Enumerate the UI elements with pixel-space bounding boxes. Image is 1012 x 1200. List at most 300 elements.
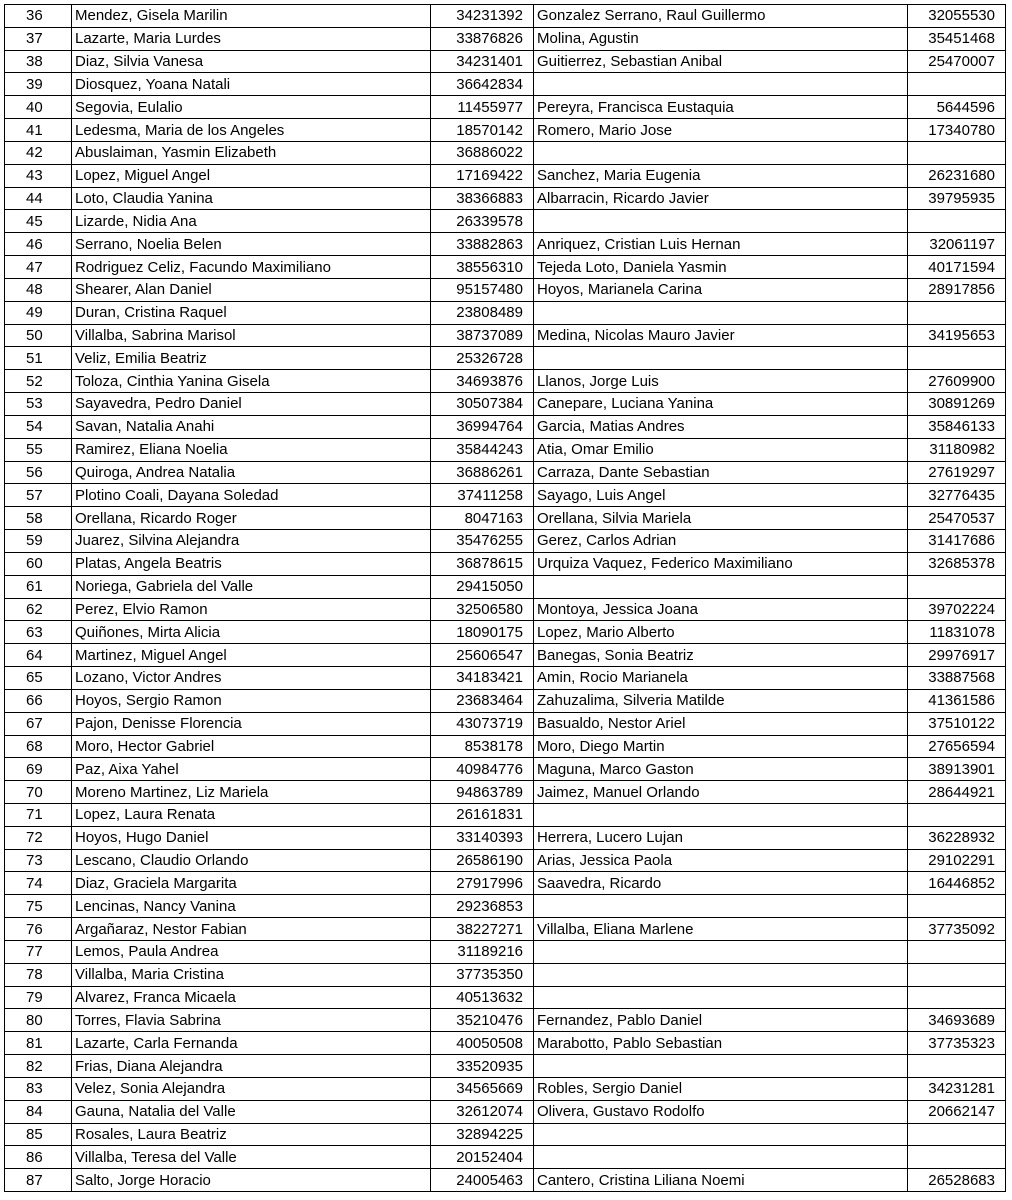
person-name-cell[interactable]: Plotino Coali, Dayana Soledad: [72, 484, 431, 507]
row-number-cell[interactable]: 86: [5, 1146, 72, 1169]
partner-name-cell[interactable]: Sanchez, Maria Eugenia: [534, 164, 908, 187]
person-name-cell[interactable]: Lizarde, Nidia Ana: [72, 210, 431, 233]
table-row: [5, 895, 1006, 918]
partner-dni-cell[interactable]: [908, 1055, 1006, 1078]
person-name-cell[interactable]: Frias, Diana Alejandra: [72, 1055, 431, 1078]
partner-name-cell[interactable]: [534, 575, 908, 598]
partner-name-cell[interactable]: Anriquez, Cristian Luis Hernan: [534, 233, 908, 256]
partner-dni-cell[interactable]: 27619297: [908, 461, 1006, 484]
person-dni-cell[interactable]: 27917996: [431, 872, 534, 895]
person-name-cell[interactable]: Orellana, Ricardo Roger: [72, 507, 431, 530]
partner-dni-cell[interactable]: 27656594: [908, 735, 1006, 758]
person-name-cell[interactable]: Lescano, Claudio Orlando: [72, 849, 431, 872]
partner-name-cell[interactable]: Guitierrez, Sebastian Anibal: [534, 50, 908, 73]
partner-name-cell[interactable]: Zahuzalima, Silveria Matilde: [534, 689, 908, 712]
person-dni-cell[interactable]: 18090175: [431, 621, 534, 644]
row-number-cell[interactable]: 68: [5, 735, 72, 758]
person-dni-cell[interactable]: 26586190: [431, 849, 534, 872]
person-dni-cell[interactable]: 30507384: [431, 393, 534, 416]
partner-name-cell[interactable]: Arias, Jessica Paola: [534, 849, 908, 872]
row-number-cell[interactable]: 42: [5, 141, 72, 164]
partner-name-cell[interactable]: Pereyra, Francisca Eustaquia: [534, 96, 908, 119]
partner-name-cell[interactable]: Gerez, Carlos Adrian: [534, 530, 908, 553]
partner-name-cell[interactable]: [534, 141, 908, 164]
partner-name-cell[interactable]: Carraza, Dante Sebastian: [534, 461, 908, 484]
person-name-cell[interactable]: Ramirez, Eliana Noelia: [72, 438, 431, 461]
person-name-cell[interactable]: Diaz, Graciela Margarita: [72, 872, 431, 895]
person-name-cell[interactable]: Lopez, Laura Renata: [72, 803, 431, 826]
partner-name-cell[interactable]: Romero, Mario Jose: [534, 119, 908, 142]
person-dni-cell[interactable]: 40984776: [431, 758, 534, 781]
person-dni-cell[interactable]: 38737089: [431, 324, 534, 347]
table-row: [5, 484, 1006, 507]
row-number-cell[interactable]: 73: [5, 849, 72, 872]
partner-name-cell[interactable]: [534, 210, 908, 233]
person-name-cell[interactable]: Platas, Angela Beatris: [72, 552, 431, 575]
person-dni-cell[interactable]: 25606547: [431, 644, 534, 667]
row-number-cell[interactable]: 55: [5, 438, 72, 461]
partner-name-cell[interactable]: [534, 1055, 908, 1078]
partner-name-cell[interactable]: [534, 301, 908, 324]
person-name-cell[interactable]: Villalba, Teresa del Valle: [72, 1146, 431, 1169]
person-name-cell[interactable]: Alvarez, Franca Micaela: [72, 986, 431, 1009]
table-row: [5, 963, 1006, 986]
partner-dni-cell[interactable]: 38913901: [908, 758, 1006, 781]
row-number-cell[interactable]: 40: [5, 96, 72, 119]
partner-dni-cell[interactable]: [908, 963, 1006, 986]
person-name-cell[interactable]: Velez, Sonia Alejandra: [72, 1077, 431, 1100]
person-dni-cell[interactable]: 8047163: [431, 507, 534, 530]
row-number-cell[interactable]: 59: [5, 530, 72, 553]
person-dni-cell[interactable]: 37411258: [431, 484, 534, 507]
person-dni-cell[interactable]: 33882863: [431, 233, 534, 256]
partner-dni-cell[interactable]: 33887568: [908, 667, 1006, 690]
partner-name-cell[interactable]: Garcia, Matias Andres: [534, 415, 908, 438]
row-number-cell[interactable]: 81: [5, 1032, 72, 1055]
person-name-cell[interactable]: Loto, Claudia Yanina: [72, 187, 431, 210]
person-name-cell[interactable]: Rodriguez Celiz, Facundo Maximiliano: [72, 256, 431, 279]
person-dni-cell[interactable]: 23808489: [431, 301, 534, 324]
partner-dni-cell[interactable]: 34195653: [908, 324, 1006, 347]
person-dni-cell[interactable]: 37735350: [431, 963, 534, 986]
table-row: [5, 986, 1006, 1009]
row-number-cell[interactable]: 38: [5, 50, 72, 73]
person-dni-cell[interactable]: 26161831: [431, 803, 534, 826]
partner-dni-cell[interactable]: 32776435: [908, 484, 1006, 507]
person-name-cell[interactable]: Villalba, Maria Cristina: [72, 963, 431, 986]
person-name-cell[interactable]: Duran, Cristina Raquel: [72, 301, 431, 324]
person-name-cell[interactable]: Villalba, Sabrina Marisol: [72, 324, 431, 347]
row-number-cell[interactable]: 78: [5, 963, 72, 986]
partner-dni-cell[interactable]: [908, 210, 1006, 233]
table-row: [5, 735, 1006, 758]
row-number-cell[interactable]: 71: [5, 803, 72, 826]
partner-dni-cell[interactable]: 16446852: [908, 872, 1006, 895]
person-dni-cell[interactable]: 35844243: [431, 438, 534, 461]
partner-name-cell[interactable]: Molina, Agustin: [534, 27, 908, 50]
partner-name-cell[interactable]: Gonzalez Serrano, Raul Guillermo: [534, 5, 908, 28]
table-row: [5, 96, 1006, 119]
person-name-cell[interactable]: Lozano, Victor Andres: [72, 667, 431, 690]
table-row: [5, 552, 1006, 575]
person-name-cell[interactable]: Savan, Natalia Anahi: [72, 415, 431, 438]
person-dni-cell[interactable]: 36642834: [431, 73, 534, 96]
row-number-cell[interactable]: 50: [5, 324, 72, 347]
partner-name-cell[interactable]: Lopez, Mario Alberto: [534, 621, 908, 644]
row-number-cell[interactable]: 84: [5, 1100, 72, 1123]
person-dni-cell[interactable]: 23683464: [431, 689, 534, 712]
partner-dni-cell[interactable]: 34693689: [908, 1009, 1006, 1032]
person-name-cell[interactable]: Sayavedra, Pedro Daniel: [72, 393, 431, 416]
row-number-cell[interactable]: 41: [5, 119, 72, 142]
person-name-cell[interactable]: Segovia, Eulalio: [72, 96, 431, 119]
person-name-cell[interactable]: Torres, Flavia Sabrina: [72, 1009, 431, 1032]
table-row: [5, 530, 1006, 553]
partner-name-cell[interactable]: [534, 940, 908, 963]
person-name-cell[interactable]: Rosales, Laura Beatriz: [72, 1123, 431, 1146]
person-dni-cell[interactable]: 36886022: [431, 141, 534, 164]
table-row: [5, 872, 1006, 895]
table-row: [5, 621, 1006, 644]
row-number-cell[interactable]: 51: [5, 347, 72, 370]
partner-dni-cell[interactable]: 29102291: [908, 849, 1006, 872]
partner-dni-cell[interactable]: 36228932: [908, 826, 1006, 849]
table-row: [5, 73, 1006, 96]
person-dni-cell[interactable]: 38227271: [431, 918, 534, 941]
person-dni-cell[interactable]: 31189216: [431, 940, 534, 963]
table-row: [5, 918, 1006, 941]
row-number-cell[interactable]: 60: [5, 552, 72, 575]
partner-name-cell[interactable]: [534, 1123, 908, 1146]
partner-name-cell[interactable]: Olivera, Gustavo Rodolfo: [534, 1100, 908, 1123]
person-dni-cell[interactable]: 43073719: [431, 712, 534, 735]
person-name-cell[interactable]: Veliz, Emilia Beatriz: [72, 347, 431, 370]
partner-dni-cell[interactable]: 40171594: [908, 256, 1006, 279]
partner-name-cell[interactable]: Basualdo, Nestor Ariel: [534, 712, 908, 735]
partner-dni-cell[interactable]: [908, 986, 1006, 1009]
table-row: [5, 301, 1006, 324]
partner-dni-cell[interactable]: 34231281: [908, 1077, 1006, 1100]
person-dni-cell[interactable]: 29415050: [431, 575, 534, 598]
table-row: [5, 370, 1006, 393]
partner-dni-cell[interactable]: 27609900: [908, 370, 1006, 393]
row-number-cell[interactable]: 48: [5, 278, 72, 301]
person-dni-cell[interactable]: 33520935: [431, 1055, 534, 1078]
partner-dni-cell[interactable]: 26528683: [908, 1169, 1006, 1192]
person-dni-cell[interactable]: 95157480: [431, 278, 534, 301]
partner-dni-cell[interactable]: 32685378: [908, 552, 1006, 575]
person-name-cell[interactable]: Quiroga, Andrea Natalia: [72, 461, 431, 484]
person-dni-cell[interactable]: 20152404: [431, 1146, 534, 1169]
row-number-cell[interactable]: 76: [5, 918, 72, 941]
person-dni-cell[interactable]: 40050508: [431, 1032, 534, 1055]
table-row: [5, 803, 1006, 826]
partner-name-cell[interactable]: Villalba, Eliana Marlene: [534, 918, 908, 941]
person-dni-cell[interactable]: 38556310: [431, 256, 534, 279]
person-name-cell[interactable]: Martinez, Miguel Angel: [72, 644, 431, 667]
partner-dni-cell[interactable]: [908, 301, 1006, 324]
partner-dni-cell[interactable]: 17340780: [908, 119, 1006, 142]
row-number-cell[interactable]: 61: [5, 575, 72, 598]
person-name-cell[interactable]: Lemos, Paula Andrea: [72, 940, 431, 963]
row-number-cell[interactable]: 45: [5, 210, 72, 233]
partner-name-cell[interactable]: Medina, Nicolas Mauro Javier: [534, 324, 908, 347]
row-number-cell[interactable]: 75: [5, 895, 72, 918]
row-number-cell[interactable]: 64: [5, 644, 72, 667]
row-number-cell[interactable]: 56: [5, 461, 72, 484]
partner-name-cell[interactable]: Llanos, Jorge Luis: [534, 370, 908, 393]
row-number-cell[interactable]: 72: [5, 826, 72, 849]
partner-name-cell[interactable]: Robles, Sergio Daniel: [534, 1077, 908, 1100]
row-number-cell[interactable]: 52: [5, 370, 72, 393]
partner-dni-cell[interactable]: 31417686: [908, 530, 1006, 553]
person-dni-cell[interactable]: 36886261: [431, 461, 534, 484]
partner-name-cell[interactable]: Amin, Rocio Marianela: [534, 667, 908, 690]
partner-name-cell[interactable]: Moro, Diego Martin: [534, 735, 908, 758]
table-row: [5, 667, 1006, 690]
table-row: [5, 598, 1006, 621]
partner-name-cell[interactable]: [534, 347, 908, 370]
row-number-cell[interactable]: 74: [5, 872, 72, 895]
person-dni-cell[interactable]: 17169422: [431, 164, 534, 187]
person-dni-cell[interactable]: 29236853: [431, 895, 534, 918]
partner-dni-cell[interactable]: 37510122: [908, 712, 1006, 735]
partner-dni-cell[interactable]: 35846133: [908, 415, 1006, 438]
person-dni-cell[interactable]: 33140393: [431, 826, 534, 849]
partner-name-cell[interactable]: Saavedra, Ricardo: [534, 872, 908, 895]
person-name-cell[interactable]: Noriega, Gabriela del Valle: [72, 575, 431, 598]
partner-name-cell[interactable]: Canepare, Luciana Yanina: [534, 393, 908, 416]
person-name-cell[interactable]: Argañaraz, Nestor Fabian: [72, 918, 431, 941]
person-dni-cell[interactable]: 32612074: [431, 1100, 534, 1123]
person-dni-cell[interactable]: 35476255: [431, 530, 534, 553]
person-name-cell[interactable]: Ledesma, Maria de los Angeles: [72, 119, 431, 142]
partner-dni-cell[interactable]: 39702224: [908, 598, 1006, 621]
partner-name-cell[interactable]: Orellana, Silvia Mariela: [534, 507, 908, 530]
row-number-cell[interactable]: 44: [5, 187, 72, 210]
partner-name-cell[interactable]: Urquiza Vaquez, Federico Maximiliano: [534, 552, 908, 575]
person-name-cell[interactable]: Gauna, Natalia del Valle: [72, 1100, 431, 1123]
partner-dni-cell[interactable]: 31180982: [908, 438, 1006, 461]
partner-name-cell[interactable]: Maguna, Marco Gaston: [534, 758, 908, 781]
row-number-cell[interactable]: 87: [5, 1169, 72, 1192]
person-name-cell[interactable]: Abuslaiman, Yasmin Elizabeth: [72, 141, 431, 164]
person-dni-cell[interactable]: 32894225: [431, 1123, 534, 1146]
table-row: [5, 1077, 1006, 1100]
row-number-cell[interactable]: 69: [5, 758, 72, 781]
partner-dni-cell[interactable]: [908, 575, 1006, 598]
person-name-cell[interactable]: Hoyos, Hugo Daniel: [72, 826, 431, 849]
partner-name-cell[interactable]: [534, 963, 908, 986]
table-row: [5, 1032, 1006, 1055]
table-row: [5, 1100, 1006, 1123]
partner-dni-cell[interactable]: 32061197: [908, 233, 1006, 256]
table-row: [5, 1169, 1006, 1192]
partner-dni-cell[interactable]: 25470537: [908, 507, 1006, 530]
row-number-cell[interactable]: 80: [5, 1009, 72, 1032]
row-number-cell[interactable]: 58: [5, 507, 72, 530]
partner-dni-cell[interactable]: [908, 1146, 1006, 1169]
person-dni-cell[interactable]: 26339578: [431, 210, 534, 233]
row-number-cell[interactable]: 49: [5, 301, 72, 324]
partner-name-cell[interactable]: [534, 73, 908, 96]
table-row: [5, 1146, 1006, 1169]
person-dni-cell[interactable]: 34231392: [431, 5, 534, 28]
row-number-cell[interactable]: 79: [5, 986, 72, 1009]
table-row: [5, 210, 1006, 233]
row-number-cell[interactable]: 54: [5, 415, 72, 438]
row-number-cell[interactable]: 47: [5, 256, 72, 279]
row-number-cell[interactable]: 46: [5, 233, 72, 256]
table-row: [5, 689, 1006, 712]
partner-dni-cell[interactable]: 32055530: [908, 5, 1006, 28]
person-name-cell[interactable]: Lencinas, Nancy Vanina: [72, 895, 431, 918]
partner-name-cell[interactable]: [534, 895, 908, 918]
table-row: [5, 347, 1006, 370]
partner-name-cell[interactable]: Montoya, Jessica Joana: [534, 598, 908, 621]
partner-dni-cell[interactable]: [908, 73, 1006, 96]
partner-name-cell[interactable]: Banegas, Sonia Beatriz: [534, 644, 908, 667]
partner-dni-cell[interactable]: 39795935: [908, 187, 1006, 210]
person-name-cell[interactable]: Lopez, Miguel Angel: [72, 164, 431, 187]
person-dni-cell[interactable]: 25326728: [431, 347, 534, 370]
row-number-cell[interactable]: 85: [5, 1123, 72, 1146]
table-row: [5, 1123, 1006, 1146]
person-dni-cell[interactable]: 36878615: [431, 552, 534, 575]
person-name-cell[interactable]: Perez, Elvio Ramon: [72, 598, 431, 621]
row-number-cell[interactable]: 53: [5, 393, 72, 416]
person-name-cell[interactable]: Paz, Aixa Yahel: [72, 758, 431, 781]
table-row: [5, 27, 1006, 50]
person-dni-cell[interactable]: 35210476: [431, 1009, 534, 1032]
person-name-cell[interactable]: Pajon, Denisse Florencia: [72, 712, 431, 735]
partner-dni-cell[interactable]: 35451468: [908, 27, 1006, 50]
partner-dni-cell[interactable]: 28644921: [908, 781, 1006, 804]
person-dni-cell[interactable]: 11455977: [431, 96, 534, 119]
partner-dni-cell[interactable]: [908, 141, 1006, 164]
table-row: [5, 712, 1006, 735]
table-row: [5, 324, 1006, 347]
person-name-cell[interactable]: Shearer, Alan Daniel: [72, 278, 431, 301]
row-number-cell[interactable]: 66: [5, 689, 72, 712]
person-dni-cell[interactable]: 24005463: [431, 1169, 534, 1192]
partner-name-cell[interactable]: [534, 986, 908, 1009]
row-number-cell[interactable]: 83: [5, 1077, 72, 1100]
partner-name-cell[interactable]: [534, 1146, 908, 1169]
row-number-cell[interactable]: 62: [5, 598, 72, 621]
person-name-cell[interactable]: Diosquez, Yoana Natali: [72, 73, 431, 96]
person-dni-cell[interactable]: 33876826: [431, 27, 534, 50]
row-number-cell[interactable]: 39: [5, 73, 72, 96]
person-dni-cell[interactable]: 18570142: [431, 119, 534, 142]
person-dni-cell[interactable]: 38366883: [431, 187, 534, 210]
partner-name-cell[interactable]: Herrera, Lucero Lujan: [534, 826, 908, 849]
row-number-cell[interactable]: 65: [5, 667, 72, 690]
table-row: [5, 164, 1006, 187]
row-number-cell[interactable]: 57: [5, 484, 72, 507]
person-name-cell[interactable]: Hoyos, Sergio Ramon: [72, 689, 431, 712]
partner-dni-cell[interactable]: 28917856: [908, 278, 1006, 301]
partner-dni-cell[interactable]: [908, 1123, 1006, 1146]
partner-dni-cell[interactable]: 20662147: [908, 1100, 1006, 1123]
person-name-cell[interactable]: Lazarte, Carla Fernanda: [72, 1032, 431, 1055]
table-row: [5, 940, 1006, 963]
partner-name-cell[interactable]: Hoyos, Marianela Carina: [534, 278, 908, 301]
partner-dni-cell[interactable]: 30891269: [908, 393, 1006, 416]
table-row: [5, 1009, 1006, 1032]
partner-dni-cell[interactable]: [908, 895, 1006, 918]
partner-dni-cell[interactable]: 37735323: [908, 1032, 1006, 1055]
person-dni-cell[interactable]: 34231401: [431, 50, 534, 73]
person-name-cell[interactable]: Mendez, Gisela Marilin: [72, 5, 431, 28]
partner-name-cell[interactable]: Albarracin, Ricardo Javier: [534, 187, 908, 210]
table-row: [5, 461, 1006, 484]
person-dni-cell[interactable]: 8538178: [431, 735, 534, 758]
person-name-cell[interactable]: Quiñones, Mirta Alicia: [72, 621, 431, 644]
person-dni-cell[interactable]: 32506580: [431, 598, 534, 621]
row-number-cell[interactable]: 63: [5, 621, 72, 644]
row-number-cell[interactable]: 36: [5, 5, 72, 28]
partner-name-cell[interactable]: [534, 803, 908, 826]
table-row: [5, 849, 1006, 872]
row-number-cell[interactable]: 37: [5, 27, 72, 50]
partner-name-cell[interactable]: Atia, Omar Emilio: [534, 438, 908, 461]
table-row: [5, 575, 1006, 598]
row-number-cell[interactable]: 43: [5, 164, 72, 187]
person-dni-cell[interactable]: 34183421: [431, 667, 534, 690]
person-name-cell[interactable]: Salto, Jorge Horacio: [72, 1169, 431, 1192]
person-dni-cell[interactable]: 34693876: [431, 370, 534, 393]
row-number-cell[interactable]: 70: [5, 781, 72, 804]
table-row: [5, 119, 1006, 142]
person-dni-cell[interactable]: 36994764: [431, 415, 534, 438]
table-row: [5, 826, 1006, 849]
partner-dni-cell[interactable]: 5644596: [908, 96, 1006, 119]
partner-dni-cell[interactable]: [908, 347, 1006, 370]
partner-dni-cell[interactable]: 29976917: [908, 644, 1006, 667]
person-name-cell[interactable]: Serrano, Noelia Belen: [72, 233, 431, 256]
partner-dni-cell[interactable]: [908, 803, 1006, 826]
partner-name-cell[interactable]: Marabotto, Pablo Sebastian: [534, 1032, 908, 1055]
person-name-cell[interactable]: Diaz, Silvia Vanesa: [72, 50, 431, 73]
table-row: [5, 438, 1006, 461]
partner-dni-cell[interactable]: 25470007: [908, 50, 1006, 73]
partner-name-cell[interactable]: Sayago, Luis Angel: [534, 484, 908, 507]
partner-dni-cell[interactable]: 11831078: [908, 621, 1006, 644]
partner-name-cell[interactable]: Tejeda Loto, Daniela Yasmin: [534, 256, 908, 279]
partner-name-cell[interactable]: Fernandez, Pablo Daniel: [534, 1009, 908, 1032]
row-number-cell[interactable]: 82: [5, 1055, 72, 1078]
person-name-cell[interactable]: Moreno Martinez, Liz Mariela: [72, 781, 431, 804]
person-name-cell[interactable]: Juarez, Silvina Alejandra: [72, 530, 431, 553]
person-dni-cell[interactable]: 34565669: [431, 1077, 534, 1100]
partner-name-cell[interactable]: Cantero, Cristina Liliana Noemi: [534, 1169, 908, 1192]
partner-dni-cell[interactable]: 41361586: [908, 689, 1006, 712]
table-row: [5, 781, 1006, 804]
person-dni-cell[interactable]: 94863789: [431, 781, 534, 804]
person-dni-cell[interactable]: 40513632: [431, 986, 534, 1009]
row-number-cell[interactable]: 67: [5, 712, 72, 735]
partner-dni-cell[interactable]: 26231680: [908, 164, 1006, 187]
table-row: [5, 393, 1006, 416]
person-name-cell[interactable]: Lazarte, Maria Lurdes: [72, 27, 431, 50]
person-name-cell[interactable]: Toloza, Cinthia Yanina Gisela: [72, 370, 431, 393]
partner-dni-cell[interactable]: [908, 940, 1006, 963]
row-number-cell[interactable]: 77: [5, 940, 72, 963]
person-name-cell[interactable]: Moro, Hector Gabriel: [72, 735, 431, 758]
partner-dni-cell[interactable]: 37735092: [908, 918, 1006, 941]
partner-name-cell[interactable]: Jaimez, Manuel Orlando: [534, 781, 908, 804]
